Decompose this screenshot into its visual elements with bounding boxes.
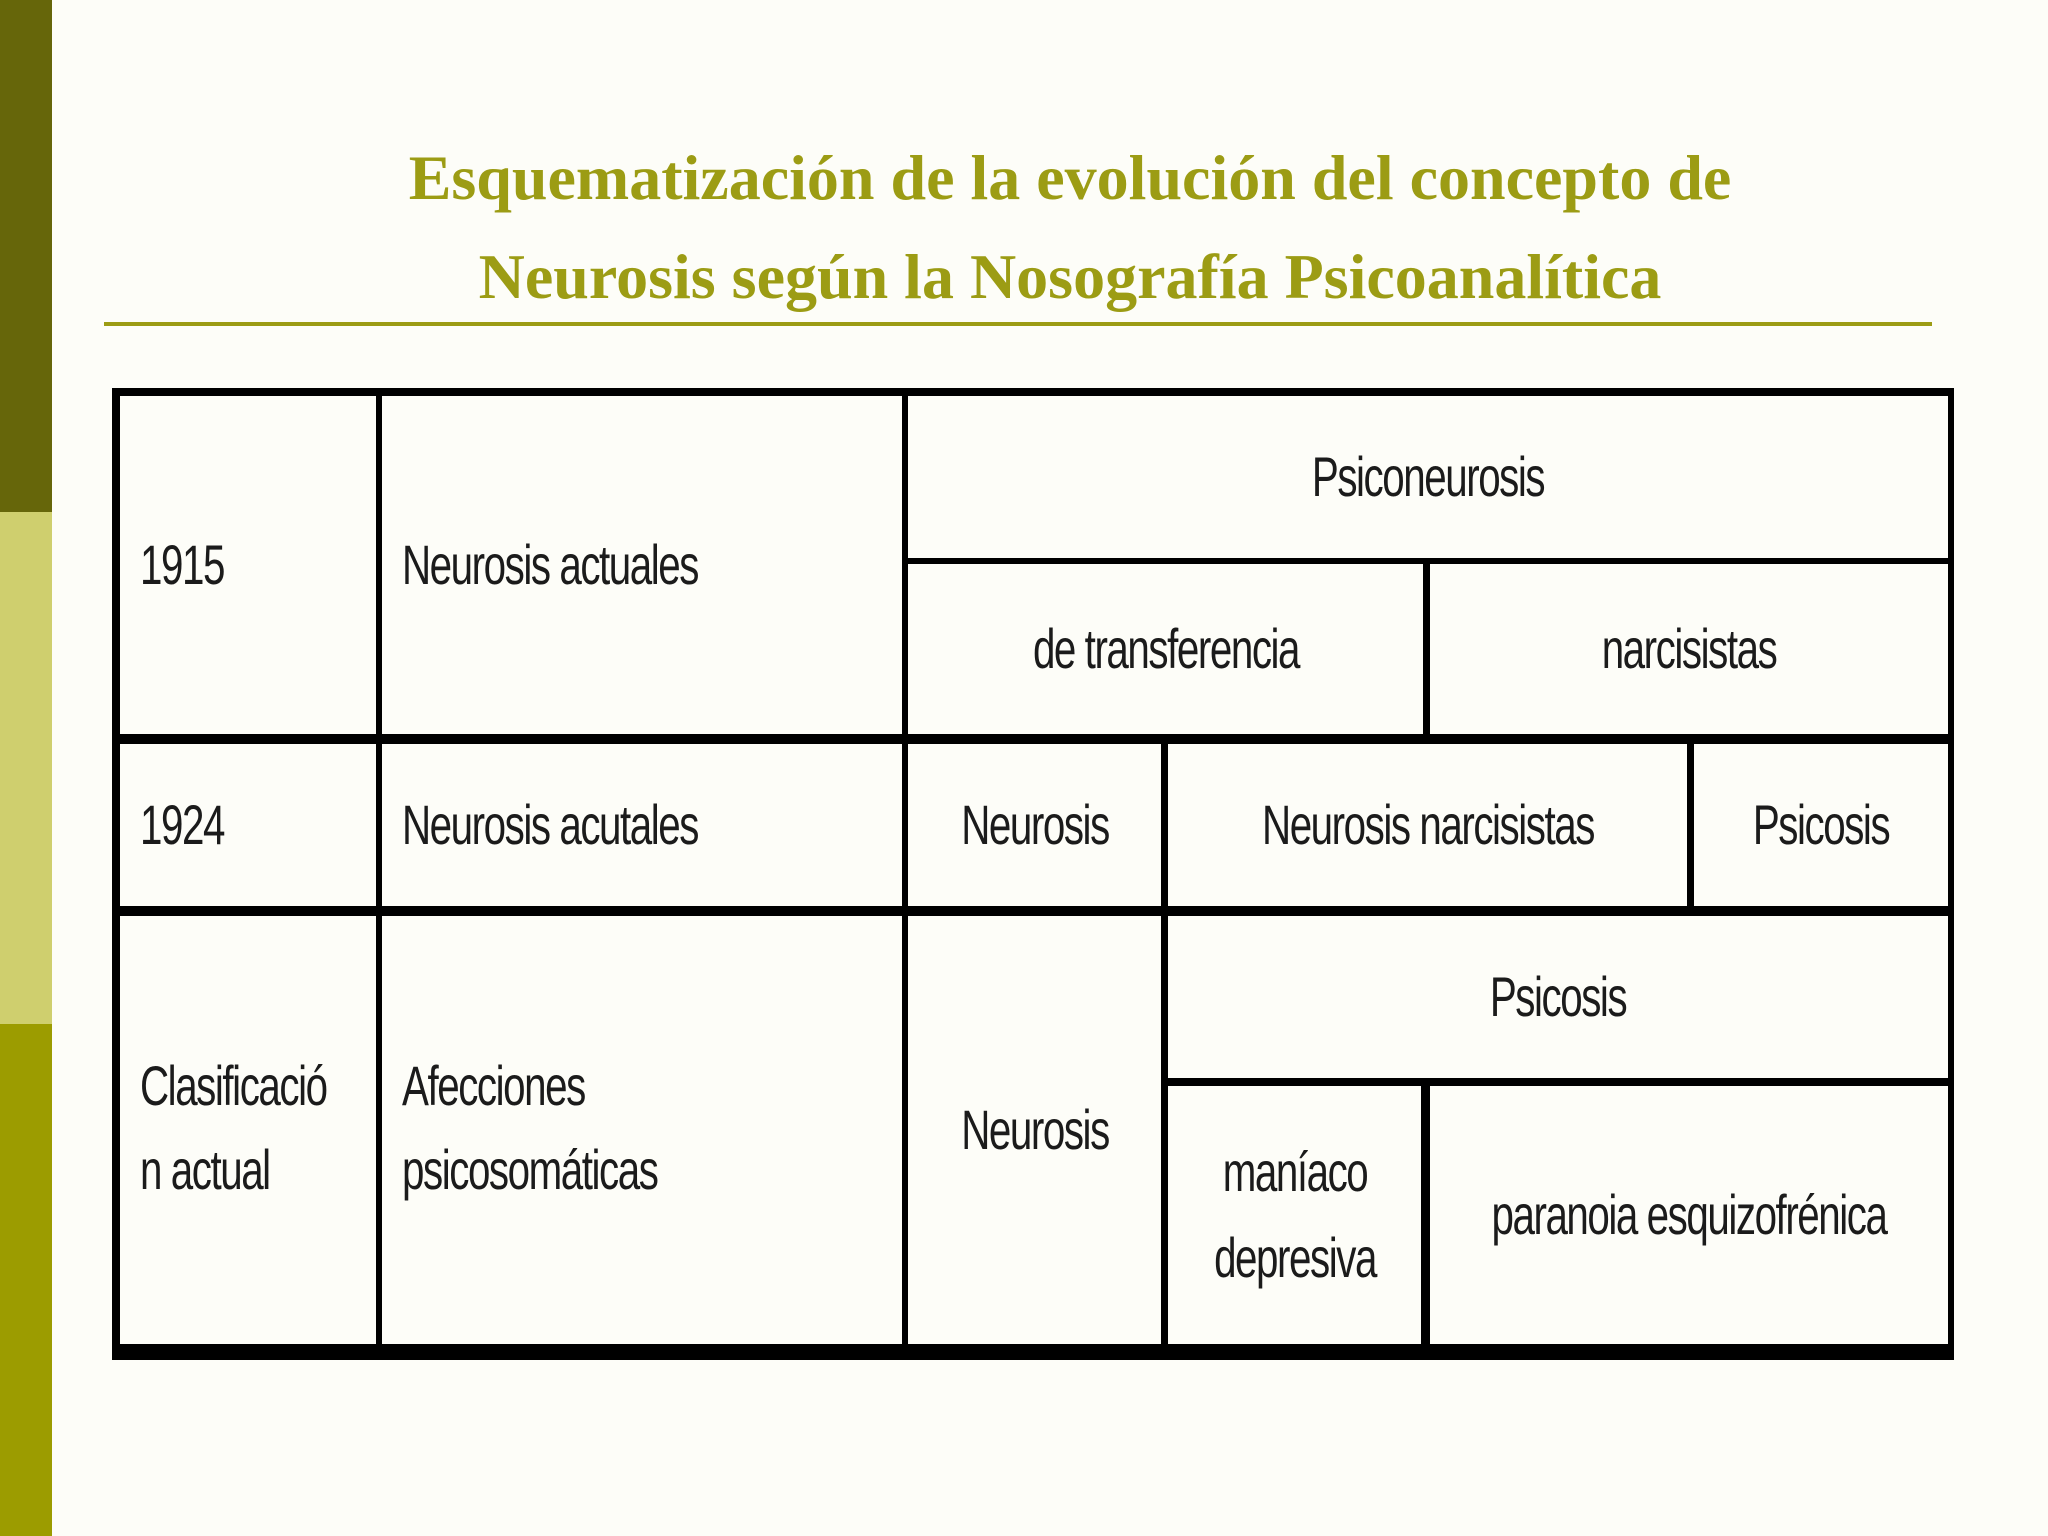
sidebar-segment-mid — [0, 1024, 52, 1536]
cell-actual-psicosis — [1168, 916, 1948, 1078]
year-1915-label: 1915 — [140, 533, 224, 596]
cell-1924-neurosis-acutales — [382, 744, 902, 906]
sidebar-accent — [0, 0, 52, 1536]
cell-1915-psiconeurosis — [908, 396, 1948, 558]
psicosis-1924-label: Psicosis — [1752, 793, 1890, 856]
neurosis-actual-label: Neurosis — [960, 1098, 1109, 1161]
de-transferencia-label: de transferencia — [1032, 617, 1299, 680]
afecciones-line-1: Afecciones — [402, 1054, 585, 1117]
cell-actual-neurosis — [908, 916, 1161, 1344]
clasificacion-actual-label — [140, 1044, 327, 1212]
cell-1924-neurosis-narcisistas — [1168, 744, 1687, 906]
psicosis-actual-label: Psicosis — [1489, 965, 1627, 1028]
neurosis-actuales-label: Neurosis actuales — [402, 533, 698, 596]
neurosis-1924-label: Neurosis — [960, 793, 1109, 856]
cell-actual-year — [120, 916, 376, 1344]
sidebar-segment-dark — [0, 0, 52, 512]
title-line-2: Neurosis según la Nosografía Psicoanalítica — [478, 241, 1662, 312]
afecciones-label — [402, 1044, 657, 1212]
cell-1924-year — [120, 744, 376, 906]
cell-1915-de-transferencia — [908, 564, 1423, 734]
sidebar-segment-light — [0, 512, 52, 1024]
narcisistas-label: narcisistas — [1601, 617, 1777, 680]
paranoia-esquizofrenica-label: paranoia esquizofrénica — [1491, 1183, 1887, 1246]
cell-actual-maniaco-depresiva — [1168, 1086, 1421, 1344]
cell-1924-psicosis — [1694, 744, 1948, 906]
cell-1924-neurosis — [908, 744, 1161, 906]
cell-1915-narcisistas — [1430, 564, 1948, 734]
maniaco-depresiva-label — [1214, 1129, 1376, 1301]
neurosis-narcisistas-label: Neurosis narcisistas — [1261, 793, 1594, 856]
maniaco-line-2: depresiva — [1213, 1226, 1376, 1289]
afecciones-line-2: psicosomáticas — [402, 1138, 658, 1201]
cell-actual-afecciones — [382, 916, 902, 1344]
psiconeurosis-label: Psiconeurosis — [1311, 445, 1545, 508]
neurosis-acutales-label: Neurosis acutales — [402, 793, 698, 856]
title-line-1: Esquematización de la evolución del concepto de — [408, 142, 1732, 213]
cell-1915-year — [120, 396, 376, 734]
maniaco-line-1: maníaco — [1222, 1140, 1367, 1203]
slide-title — [110, 128, 2030, 326]
clasificacion-line-2: n actual — [140, 1138, 270, 1201]
neurosis-evolution-table — [112, 388, 1954, 1360]
title-underline — [104, 322, 1932, 326]
year-1924-label: 1924 — [140, 793, 224, 856]
clasificacion-line-1: Clasificació — [140, 1054, 327, 1117]
cell-1915-neurosis-actuales — [382, 396, 902, 734]
cell-actual-paranoia — [1430, 1086, 1948, 1344]
